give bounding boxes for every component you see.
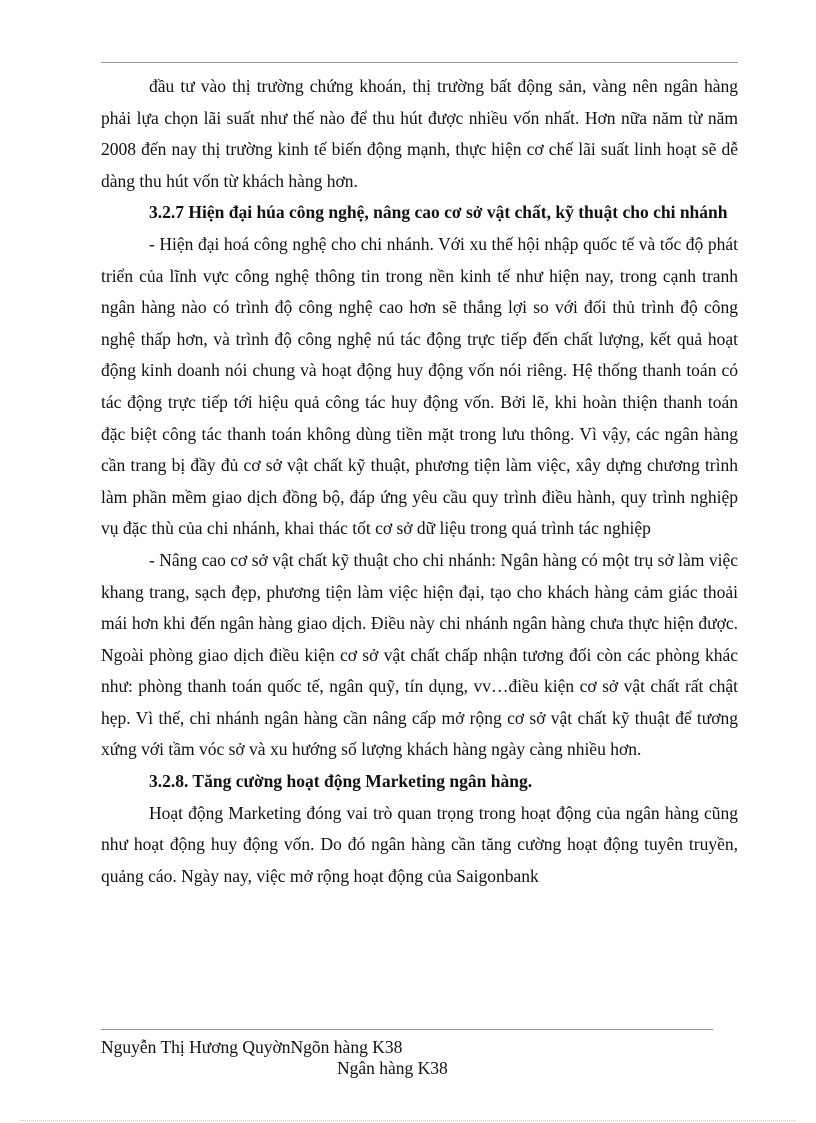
footer-author: Nguyễn Thị Hương QuyờnNgõn hàng K38 — [101, 1037, 403, 1057]
paragraph-marketing: Hoạt động Marketing đóng vai trò quan trọng trong hoạt động của ngân hàng cũng như hoạt động huy động vốn. Do đó ngân hàng cần tăng cường hoạt động tuyên truyền, quảng cáo. Ngày nay, việc mở rộng hoạt động của Saigonbank — [101, 802, 738, 886]
heading-3-2-7: 3.2.7 Hiện đại húa công nghệ, nâng cao cơ sở vật chất, kỹ thuật cho chi nhánh — [149, 202, 728, 223]
footer-class: Ngân hàng K38 — [337, 1058, 448, 1078]
page-bottom-edge — [20, 1120, 796, 1121]
page-body — [101, 71, 738, 892]
heading-3-2-8: 3.2.8. Tăng cường hoạt động Marketing ngân hàng. — [149, 771, 533, 792]
footer-rule — [101, 1029, 713, 1030]
header-rule — [101, 62, 738, 63]
paragraph-facilities: - Nâng cao cơ sở vật chất kỹ thuật cho chi nhánh: Ngân hàng có một trụ sở làm việc khang trang, sạch đẹp, phương tiện làm việc hiện đại, tạo cho khách hàng cảm giác thoải mái hơn khi đến ngân hàng giao dịch. Điều này chi nhánh ngân hàng chưa thực hiện được. Ngoài phòng giao dịch điều kiện cơ sở vật chất chấp nhận tương đối còn các phòng khác như: phòng thanh toán quốc tế, ngân quỹ, tín dụng, vv…điều kiện cơ sở vật chất rất chật hẹp. Vì thế, chi nhánh ngân hàng cần nâng cấp mở rộng cơ sở vật chất kỹ thuật để tương xứng với tầm vóc sở và xu hướng số lượng khách hàng ngày càng nhiều hơn. — [101, 549, 738, 760]
paragraph-interest-rate: đầu tư vào thị trường chứng khoán, thị trường bất động sản, vàng nên ngân hàng phải lựa chọn lãi suất như thế nào để thu hút được nhiều vốn nhất. Hơn nữa năm từ năm 2008 đến nay thị trường kinh tế biến động mạnh, thực hiện cơ chế lãi suất linh hoạt sẽ dễ dàng thu hút vốn từ khách hàng hơn. — [101, 76, 738, 191]
paragraph-technology: - Hiện đại hoá công nghệ cho chi nhánh. Với xu thế hội nhập quốc tế và tốc độ phát triển của lĩnh vực công nghệ thông tin trong nền kinh tế như hiện nay, trong cạnh tranh ngân hàng nào có trình độ công nghệ cao hơn sẽ thắng lợi so với đối thủ trình độ công nghệ thấp hơn, và trình độ công nghệ nú tác động trực tiếp đến chất lượng, kết quả hoạt động kinh doanh nói chung và hoạt động huy động vốn nói riêng. Hệ thống thanh toán có tác động trực tiếp tới hiệu quả công tác huy động vốn. Bởi lẽ, khi hoàn thiện thanh toán đặc biệt công tác thanh toán không dùng tiền mặt trong lưu thông. Vì vậy, các ngân hàng cần trang bị đầy đủ cơ sở vật chất kỹ thuật, phương tiện làm việc, xây dựng chương trình làm phần mềm giao dịch đồng bộ, đáp ứng yêu cầu quy trình điều hành, quy trình nghiệp vụ đặc thù của chi nhánh, khai thác tốt cơ sở dữ liệu trong quá trình tác nghiệp — [101, 233, 738, 539]
